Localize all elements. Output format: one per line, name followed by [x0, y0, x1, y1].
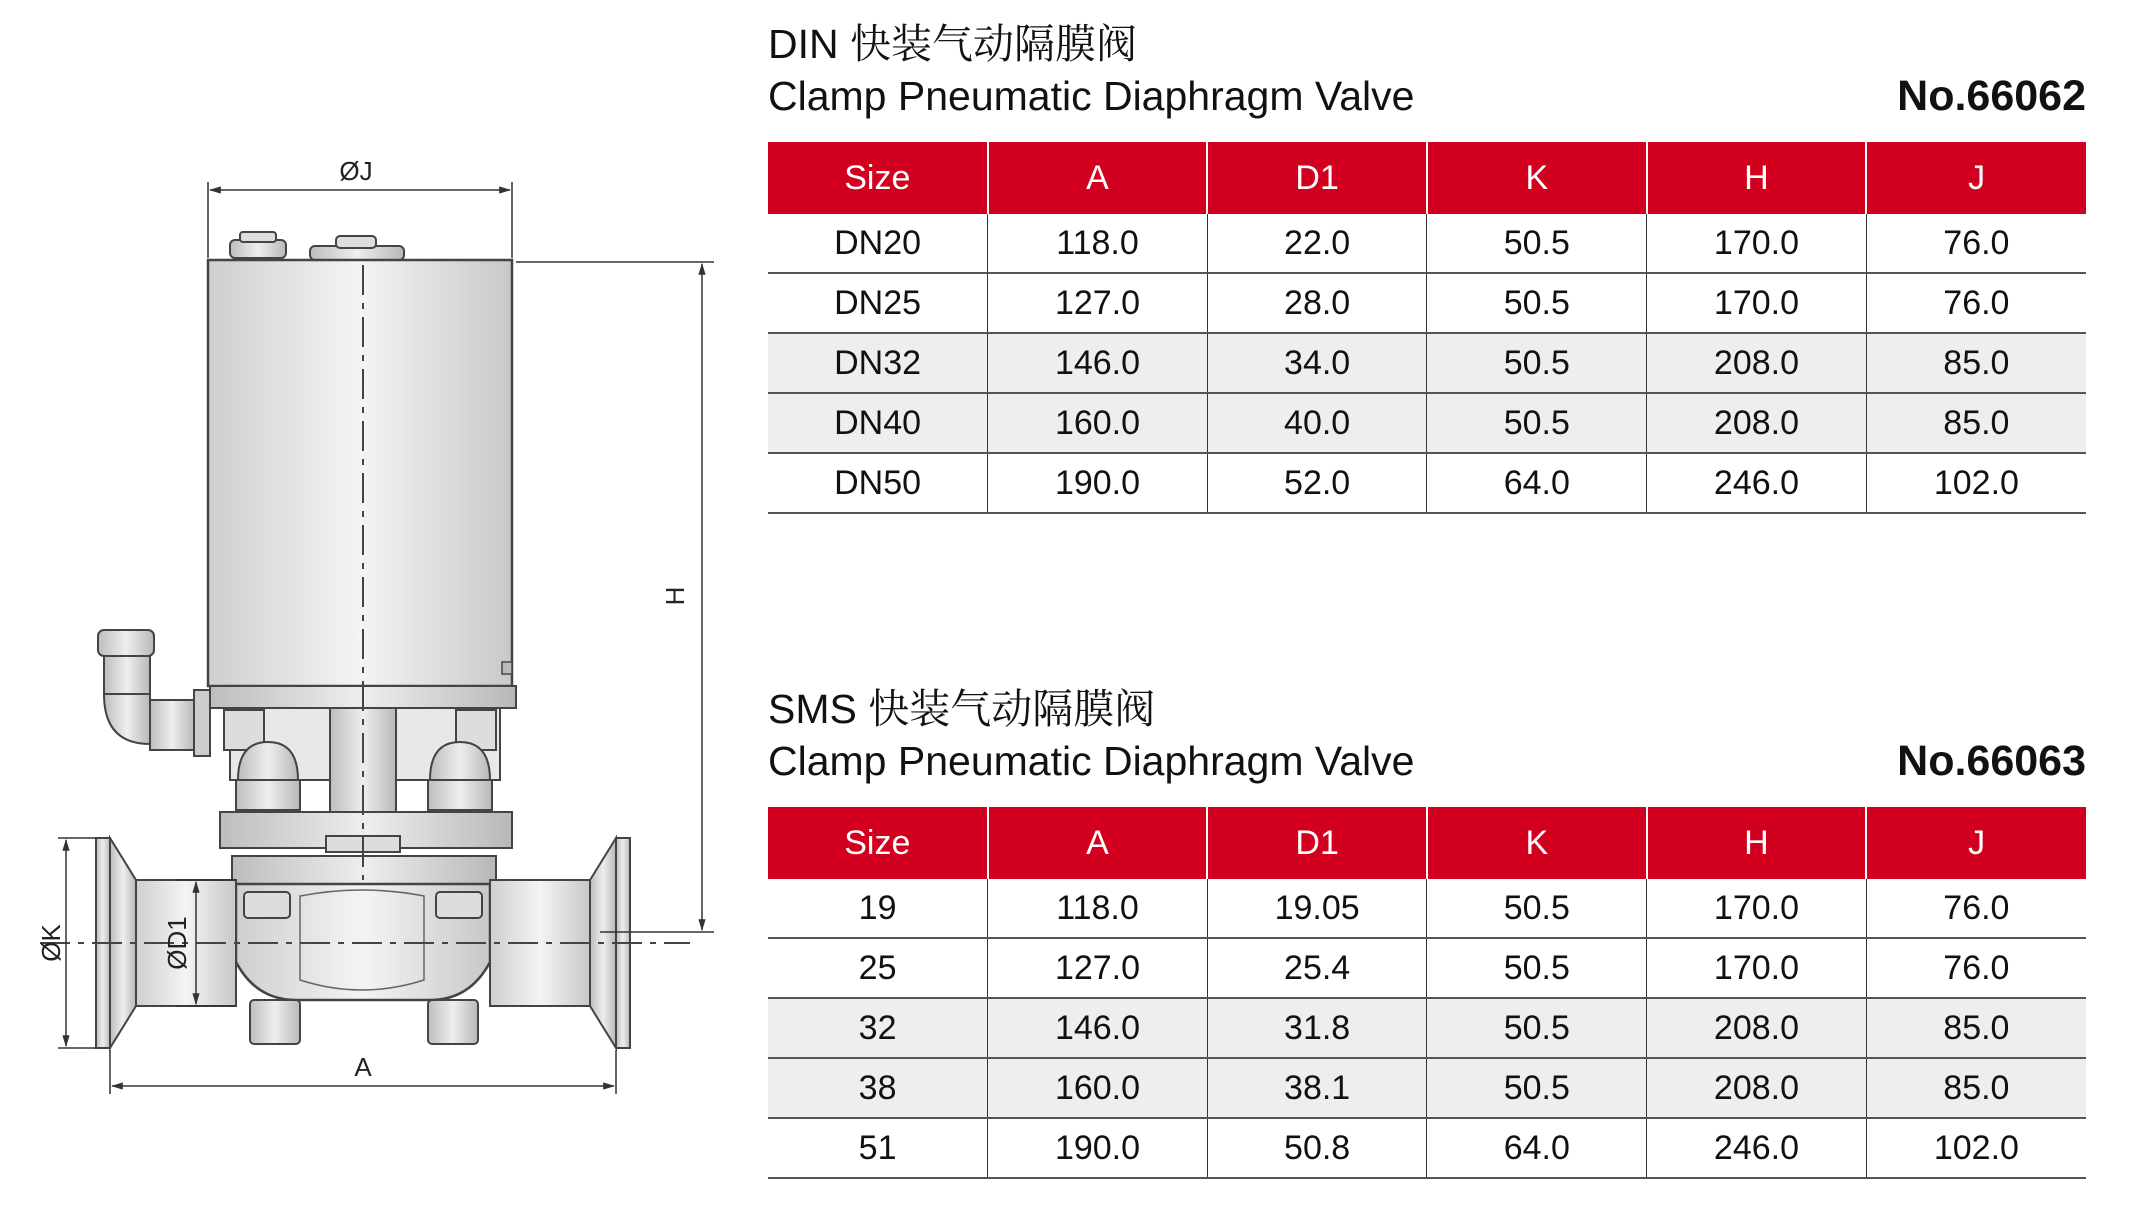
air-inlet-fitting: [98, 630, 210, 756]
actuator-top-fittings: [230, 232, 404, 260]
table-row: [768, 998, 2086, 1058]
cell-j: 85.0: [1866, 333, 2086, 393]
cell-j: 76.0: [1866, 879, 2086, 938]
header-j: J: [1866, 807, 2086, 879]
table-row: [768, 453, 2086, 513]
section-title-cn: DIN 快装气动隔膜阀: [768, 21, 1137, 67]
table-row: [768, 214, 2086, 273]
section-title-cn: SMS 快装气动隔膜阀: [768, 686, 1156, 732]
cell-a: 118.0: [988, 879, 1208, 938]
cell-j: 76.0: [1866, 273, 2086, 333]
cell-a: 190.0: [988, 1118, 1208, 1178]
cell-d1: 25.4: [1207, 938, 1427, 998]
cell-size: 51: [768, 1118, 988, 1178]
header-size: Size: [768, 142, 988, 214]
dimension-h-label: H: [660, 586, 690, 606]
cell-j: 102.0: [1866, 1118, 2086, 1178]
valve-body: [136, 880, 590, 1044]
cell-size: DN40: [768, 393, 988, 453]
cell-size: 25: [768, 938, 988, 998]
actuator-cylinder: [208, 260, 512, 686]
din-spec-table: [768, 142, 2086, 514]
cell-h: 170.0: [1647, 938, 1867, 998]
header-k: K: [1427, 807, 1647, 879]
cell-k: 50.5: [1427, 938, 1647, 998]
cell-h: 246.0: [1647, 453, 1867, 513]
cell-h: 208.0: [1647, 393, 1867, 453]
cell-a: 118.0: [988, 214, 1208, 273]
cell-d1: 38.1: [1207, 1058, 1427, 1118]
header-h: H: [1647, 142, 1867, 214]
model-number: No.66063: [1897, 737, 2086, 785]
cell-k: 64.0: [1427, 453, 1647, 513]
cell-a: 127.0: [988, 273, 1208, 333]
cell-size: DN25: [768, 273, 988, 333]
cell-h: 170.0: [1647, 273, 1867, 333]
table-row: [768, 393, 2086, 453]
dimension-h: [516, 262, 714, 932]
header-a: A: [988, 142, 1208, 214]
cell-j: 76.0: [1866, 214, 2086, 273]
table-row: [768, 1118, 2086, 1178]
table-header-row: [768, 807, 2086, 879]
cell-h: 246.0: [1647, 1118, 1867, 1178]
cell-k: 50.5: [1427, 333, 1647, 393]
dimension-a-label: A: [354, 1052, 372, 1082]
cell-size: 19: [768, 879, 988, 938]
table-row: [768, 333, 2086, 393]
cell-a: 146.0: [988, 333, 1208, 393]
sms-spec-section: [768, 683, 2086, 1179]
cell-size: DN50: [768, 453, 988, 513]
valve-technical-drawing: [0, 0, 760, 1224]
cell-j: 85.0: [1866, 393, 2086, 453]
cell-d1: 52.0: [1207, 453, 1427, 513]
section-title-row: [768, 70, 2086, 122]
cell-k: 50.5: [1427, 998, 1647, 1058]
cell-k: 64.0: [1427, 1118, 1647, 1178]
header-d1: D1: [1207, 807, 1427, 879]
cell-d1: 34.0: [1207, 333, 1427, 393]
sms-spec-table: [768, 807, 2086, 1179]
table-row: [768, 938, 2086, 998]
cell-k: 50.5: [1427, 214, 1647, 273]
cell-size: 32: [768, 998, 988, 1058]
cell-h: 170.0: [1647, 879, 1867, 938]
dimension-d1-label: ØD1: [162, 916, 192, 970]
table-row: [768, 273, 2086, 333]
header-h: H: [1647, 807, 1867, 879]
header-j: J: [1866, 142, 2086, 214]
cell-h: 170.0: [1647, 214, 1867, 273]
cell-j: 85.0: [1866, 1058, 2086, 1118]
cell-k: 50.5: [1427, 273, 1647, 333]
section-title-en: Clamp Pneumatic Diaphragm Valve: [768, 73, 1415, 119]
table-row: [768, 879, 2086, 938]
cell-a: 146.0: [988, 998, 1208, 1058]
cell-a: 160.0: [988, 1058, 1208, 1118]
cell-size: 38: [768, 1058, 988, 1118]
cell-d1: 28.0: [1207, 273, 1427, 333]
dimension-k-label: ØK: [36, 924, 66, 962]
cell-h: 208.0: [1647, 998, 1867, 1058]
dimension-a: [110, 1050, 616, 1094]
cell-h: 208.0: [1647, 1058, 1867, 1118]
cell-a: 160.0: [988, 393, 1208, 453]
table-row: [768, 1058, 2086, 1118]
dimension-j-label: ØJ: [339, 156, 373, 186]
din-spec-section: [768, 18, 2086, 514]
header-k: K: [1427, 142, 1647, 214]
cell-d1: 31.8: [1207, 998, 1427, 1058]
cell-d1: 19.05: [1207, 879, 1427, 938]
cell-k: 50.5: [1427, 1058, 1647, 1118]
cell-a: 190.0: [988, 453, 1208, 513]
model-number: No.66062: [1897, 72, 2086, 120]
dimension-k: [36, 838, 96, 1048]
cell-j: 85.0: [1866, 998, 2086, 1058]
cell-size: DN32: [768, 333, 988, 393]
cell-size: DN20: [768, 214, 988, 273]
section-title-row: [768, 735, 2086, 787]
cell-d1: 40.0: [1207, 393, 1427, 453]
cell-k: 50.5: [1427, 393, 1647, 453]
cell-d1: 50.8: [1207, 1118, 1427, 1178]
header-d1: D1: [1207, 142, 1427, 214]
cell-j: 76.0: [1866, 938, 2086, 998]
header-size: Size: [768, 807, 988, 879]
cell-k: 50.5: [1427, 879, 1647, 938]
header-a: A: [988, 807, 1208, 879]
cell-j: 102.0: [1866, 453, 2086, 513]
cell-a: 127.0: [988, 938, 1208, 998]
cell-d1: 22.0: [1207, 214, 1427, 273]
cell-h: 208.0: [1647, 333, 1867, 393]
section-title-en: Clamp Pneumatic Diaphragm Valve: [768, 738, 1415, 784]
table-header-row: [768, 142, 2086, 214]
